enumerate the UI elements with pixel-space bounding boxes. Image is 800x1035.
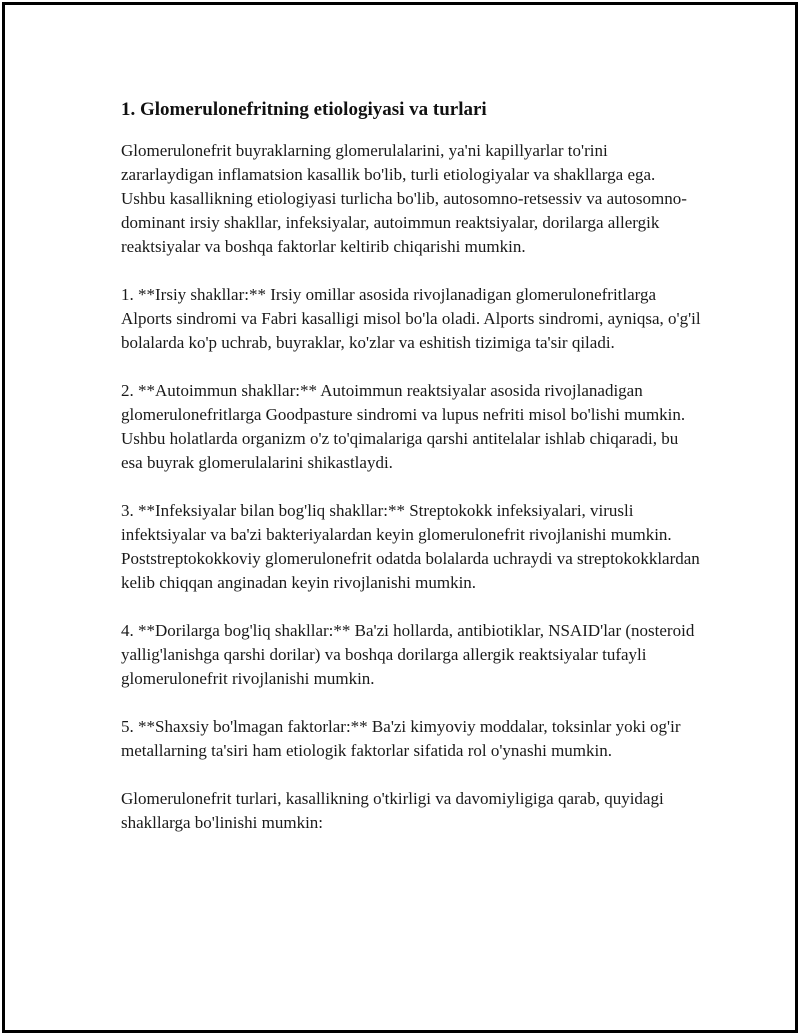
document-page <box>2 2 798 1033</box>
paragraph-drug-forms: 4. **Dorilarga bog'liq shakllar:** Ba'zi hollarda, antibiotiklar, NSAID'lar (nosteroid yallig'lanishga qarshi dorilar) va boshqa dorilarga allergik reaktsiyalar tufayli glomerulonefrit rivojlanishi mumkin. <box>121 621 695 688</box>
intro-paragraph: Glomerulonefrit buyraklarning glomerulalarini, ya'ni kapillyarlar to'rini zararlaydigan inflamatsion kasallik bo'lib, turli etiologiyalar va shakllarga ega. Ushbu kasallikning etiologiyasi turlicha bo'lib, autosomno-retsessiv va autosomno-dominant irsiy shakllar, infeksiyalar, autoimmun reaktsiyalar, dorilarga allergik reaktsiyalar va boshqa faktorlar keltirib chiqarishi mumkin. <box>121 141 687 256</box>
paragraph-autoimmune-forms: 2. **Autoimmun shakllar:** Autoimmun reaktsiyalar asosida rivojlanadigan glomerulonefritlarga Goodpasture sindromi va lupus nefriti misol bo'lishi mumkin. Ushbu holatlarda organizm o'z to'qimalariga qarshi antitelalar ishlab chiqaradi, bu esa buyrak glomerulalarini shikastlaydi. <box>121 381 686 472</box>
paragraph-types-intro: Glomerulonefrit turlari, kasallikning o'tkirligi va davomiyligiga qarab, quyidagi shakllarga bo'linishi mumkin: <box>121 789 664 832</box>
paragraph-hereditary-forms: 1. **Irsiy shakllar:** Irsiy omillar asosida rivojlanadigan glomerulonefritlarga Alports sindromi va Fabri kasalligi misol bo'la oladi. Alports sindromi, ayniqsa, o'g'il bolalarda ko'p uchrab, buyraklar, ko'zlar va eshitish tizimiga ta'sir qiladi. <box>121 285 701 352</box>
paragraph-other-factors: 5. **Shaxsiy bo'lmagan faktorlar:** Ba'zi kimyoviy moddalar, toksinlar yoki og'ir metallarning ta'siri ham etiologik faktorlar sifatida rol o'ynashi mumkin. <box>121 717 681 760</box>
paragraph-infection-forms: 3. **Infeksiyalar bilan bog'liq shakllar:** Streptokokk infeksiyalari, virusli infektsiyalar va ba'zi bakteriyalardan keyin glomerulonefrit rivojlanishi mumkin. Poststreptokokkoviy glomerulonefrit odatda bolalarda uchraydi va streptokokklardan kelib chiqqan anginadan keyin rivojlanishi mumkin. <box>121 501 700 592</box>
document-content <box>121 97 701 859</box>
section-heading: 1. Glomerulonefritning etiologiyasi va turlari <box>121 99 487 120</box>
